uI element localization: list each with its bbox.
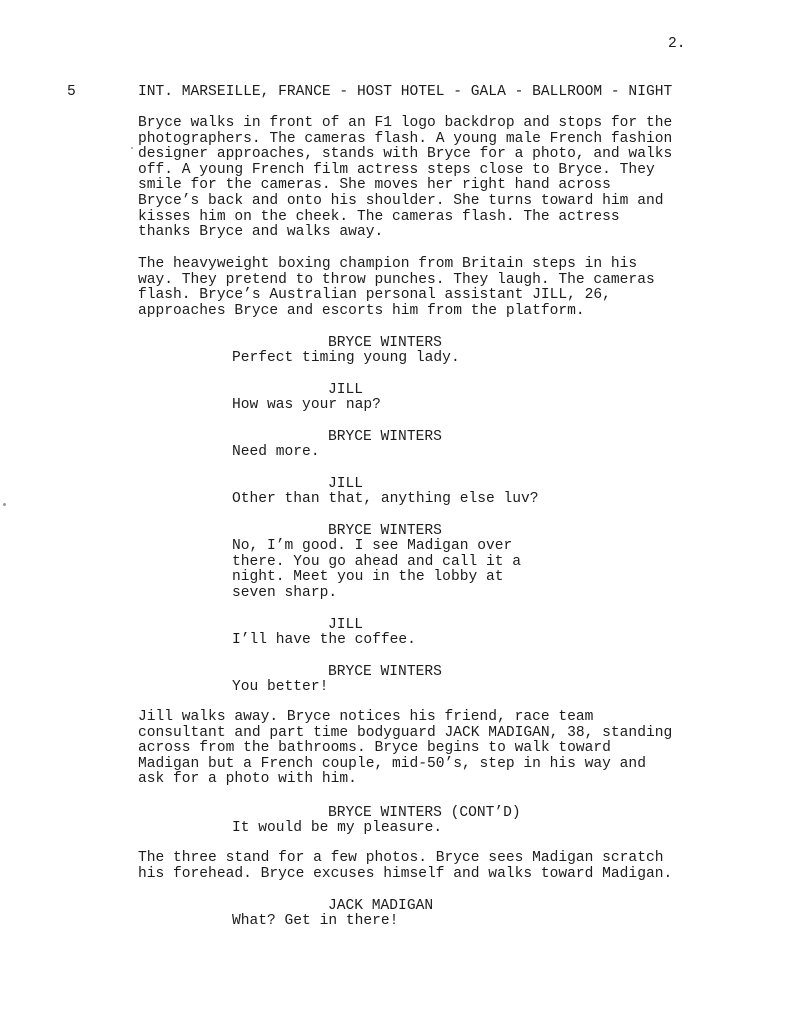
scan-speck [131, 147, 133, 149]
action-paragraph: The three stand for a few photos. Bryce sees Madigan scratch his forehead. Bryce excuses himself and walks toward Madigan. [138, 850, 673, 882]
dialogue-line: What? Get in there! [232, 913, 399, 929]
dialogue-line: I’ll have the coffee. [232, 632, 416, 648]
character-name: JILL [328, 617, 364, 633]
action-paragraph: Jill walks away. Bryce notices his friend, race team consultant and part time bodyguard JACK MADIGAN, 38, standing across from the bathrooms. Bryce begins to walk toward Madigan but a French couple, mid-50’s, step in his way and ask for a photo with him. [138, 709, 673, 788]
dialogue-line: Need more. [232, 444, 320, 460]
page-number: 2. [668, 36, 686, 52]
scan-speck [3, 503, 6, 506]
dialogue-line: How was your nap? [232, 397, 381, 413]
scene-number: 5 [67, 84, 76, 100]
dialogue-line: It would be my pleasure. [232, 820, 443, 836]
action-paragraph: Bryce walks in front of an F1 logo backdrop and stops for the photographers. The cameras flash. A young male French fashion designer approaches, stands with Bryce for a photo, and walks off. A young French film actress steps close to Bryce. They smile for the cameras. She moves her right hand across Bryce’s back and onto his shoulder. She turns toward him and kisses him on the cheek. The cameras flash. The actress thanks Bryce and walks away. [138, 115, 673, 241]
character-name: BRYCE WINTERS [328, 664, 442, 680]
character-name: JILL [328, 382, 364, 398]
character-name: BRYCE WINTERS [328, 335, 442, 351]
scene-heading: INT. MARSEILLE, FRANCE - HOST HOTEL - GALA - BALLROOM - NIGHT [138, 84, 673, 100]
character-name: BRYCE WINTERS [328, 523, 442, 539]
dialogue-line: Perfect timing young lady. [232, 350, 460, 366]
dialogue-line: You better! [232, 679, 329, 695]
character-name: BRYCE WINTERS (CONT’D) [328, 805, 521, 821]
character-name: JILL [328, 476, 364, 492]
dialogue-line: Other than that, anything else luv? [232, 491, 539, 507]
character-name: JACK MADIGAN [328, 898, 434, 914]
character-name: BRYCE WINTERS [328, 429, 442, 445]
dialogue-line: No, I’m good. I see Madigan over there. You go ahead and call it a night. Meet you in the lobby at seven sharp. [232, 538, 522, 602]
action-paragraph: The heavyweight boxing champion from Britain steps in his way. They pretend to throw punches. They laugh. The cameras flash. Bryce’s Australian personal assistant JILL, 26, approaches Bryce and escorts him from the platform. [138, 256, 655, 319]
